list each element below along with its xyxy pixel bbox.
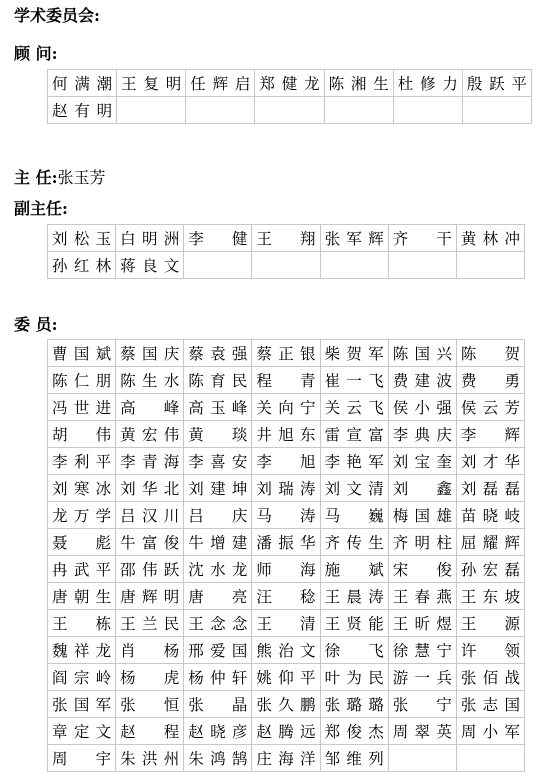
name-cell: 刘 鑫 — [388, 475, 456, 502]
table-row — [48, 70, 532, 97]
name-cell: 蒋良文 — [116, 252, 184, 279]
name-cell: 侯云芳 — [456, 394, 524, 421]
name-cell: 许 领 — [456, 637, 524, 664]
name-cell: 屈耀辉 — [456, 529, 524, 556]
name-cell: 何满潮 — [48, 70, 117, 97]
name-cell: 马 涛 — [252, 502, 320, 529]
name-cell: 张璐璐 — [320, 691, 388, 718]
name-cell: 刘宝奎 — [388, 448, 456, 475]
name-cell: 黄 琰 — [184, 421, 252, 448]
name-cell — [456, 745, 524, 772]
name-cell: 游一兵 — [388, 664, 456, 691]
name-cell: 杜修力 — [393, 70, 462, 97]
name-cell: 张久鹏 — [252, 691, 320, 718]
name-cell — [388, 252, 456, 279]
name-cell: 邢爱国 — [184, 637, 252, 664]
name-cell: 李 旭 — [252, 448, 320, 475]
name-cell: 李典庆 — [388, 421, 456, 448]
name-cell: 沈水龙 — [184, 556, 252, 583]
table-row — [48, 745, 525, 772]
name-cell: 刘建坤 — [184, 475, 252, 502]
name-cell: 梅国雄 — [388, 502, 456, 529]
name-cell: 赵腾远 — [252, 718, 320, 745]
name-cell: 阎宗岭 — [48, 664, 116, 691]
name-cell: 郑健龙 — [255, 70, 324, 97]
name-cell: 张国军 — [48, 691, 116, 718]
name-cell: 宋 俊 — [388, 556, 456, 583]
table-row — [48, 610, 525, 637]
name-cell: 冯世进 — [48, 394, 116, 421]
name-cell: 王兰民 — [116, 610, 184, 637]
name-cell: 肖 杨 — [116, 637, 184, 664]
name-cell: 关云飞 — [320, 394, 388, 421]
table-row — [48, 583, 525, 610]
director-name: 张玉芳 — [57, 168, 106, 187]
name-cell: 张志国 — [456, 691, 524, 718]
name-cell: 牛富俊 — [116, 529, 184, 556]
name-cell: 王复明 — [117, 70, 186, 97]
name-cell: 苗晓岐 — [456, 502, 524, 529]
table-row — [48, 394, 525, 421]
name-cell: 陈 贺 — [456, 340, 524, 367]
table-row — [48, 448, 525, 475]
name-cell: 马 巍 — [320, 502, 388, 529]
name-cell: 周翠英 — [388, 718, 456, 745]
name-cell: 黄林冲 — [456, 225, 524, 252]
name-cell: 蔡国庆 — [116, 340, 184, 367]
name-cell: 刘磊磊 — [456, 475, 524, 502]
name-cell: 周 宇 — [48, 745, 116, 772]
table-row — [48, 691, 525, 718]
name-cell: 熊治文 — [252, 637, 320, 664]
table-row — [48, 367, 525, 394]
name-cell: 张 晶 — [184, 691, 252, 718]
name-cell — [255, 97, 324, 124]
name-cell: 刘寒冰 — [48, 475, 116, 502]
name-cell: 唐朝生 — [48, 583, 116, 610]
name-cell: 姚仰平 — [252, 664, 320, 691]
name-cell: 唐辉明 — [116, 583, 184, 610]
name-cell: 任辉启 — [186, 70, 255, 97]
name-cell: 周小军 — [456, 718, 524, 745]
name-cell: 赵晓彦 — [184, 718, 252, 745]
name-cell: 李 辉 — [456, 421, 524, 448]
name-cell — [252, 252, 320, 279]
name-cell: 白明洲 — [116, 225, 184, 252]
name-cell: 陈仁朋 — [48, 367, 116, 394]
name-cell: 李艳军 — [320, 448, 388, 475]
members-table — [47, 339, 525, 772]
name-cell: 赵有明 — [48, 97, 117, 124]
advisors-table — [47, 69, 532, 124]
advisors-label: 顾 问: — [14, 44, 58, 63]
members-label: 委 员: — [14, 315, 58, 334]
table-row — [48, 340, 525, 367]
name-cell: 潘振华 — [252, 529, 320, 556]
name-cell: 邹维列 — [320, 745, 388, 772]
name-cell: 费建波 — [388, 367, 456, 394]
name-cell: 齐 干 — [388, 225, 456, 252]
name-cell: 叶为民 — [320, 664, 388, 691]
name-cell — [388, 745, 456, 772]
table-row — [48, 556, 525, 583]
name-cell: 王 源 — [456, 610, 524, 637]
table-row — [48, 637, 525, 664]
name-cell: 刘华北 — [116, 475, 184, 502]
name-cell: 李利平 — [48, 448, 116, 475]
name-cell — [462, 97, 531, 124]
name-cell: 孙宏磊 — [456, 556, 524, 583]
name-cell: 王春燕 — [388, 583, 456, 610]
name-cell: 杨仲轩 — [184, 664, 252, 691]
name-cell: 雷宣富 — [320, 421, 388, 448]
name-cell: 张 恒 — [116, 691, 184, 718]
name-cell — [393, 97, 462, 124]
table-row — [48, 718, 525, 745]
name-cell: 王 翔 — [252, 225, 320, 252]
name-cell: 程 青 — [252, 367, 320, 394]
name-cell — [117, 97, 186, 124]
name-cell: 胡 伟 — [48, 421, 116, 448]
name-cell: 徐慧宁 — [388, 637, 456, 664]
name-cell: 殷跃平 — [462, 70, 531, 97]
name-cell: 王念念 — [184, 610, 252, 637]
name-cell: 赵 程 — [116, 718, 184, 745]
table-row — [48, 421, 525, 448]
name-cell: 李喜安 — [184, 448, 252, 475]
name-cell: 高玉峰 — [184, 394, 252, 421]
name-cell: 王 清 — [252, 610, 320, 637]
name-cell: 陈育民 — [184, 367, 252, 394]
name-cell: 聂 彪 — [48, 529, 116, 556]
name-cell: 陈生水 — [116, 367, 184, 394]
name-cell — [184, 252, 252, 279]
name-cell: 井旭东 — [252, 421, 320, 448]
director-line — [14, 168, 106, 188]
name-cell: 王昕煜 — [388, 610, 456, 637]
name-cell: 柴贺军 — [320, 340, 388, 367]
name-cell: 刘瑞涛 — [252, 475, 320, 502]
table-row — [48, 225, 525, 252]
name-cell: 费 勇 — [456, 367, 524, 394]
name-cell: 齐传生 — [320, 529, 388, 556]
director-label: 主 任: — [14, 168, 58, 187]
name-cell: 陈国兴 — [388, 340, 456, 367]
name-cell: 师 海 — [252, 556, 320, 583]
name-cell: 侯小强 — [388, 394, 456, 421]
name-cell: 吕汉川 — [116, 502, 184, 529]
name-cell: 牛增建 — [184, 529, 252, 556]
name-cell: 陈湘生 — [324, 70, 393, 97]
name-cell: 王贤能 — [320, 610, 388, 637]
table-row — [48, 664, 525, 691]
name-cell: 刘文清 — [320, 475, 388, 502]
table-row — [48, 252, 525, 279]
name-cell: 庄海洋 — [252, 745, 320, 772]
name-cell: 曹国斌 — [48, 340, 116, 367]
name-cell: 崔一飞 — [320, 367, 388, 394]
table-row — [48, 502, 525, 529]
name-cell: 黄宏伟 — [116, 421, 184, 448]
name-cell: 唐 亮 — [184, 583, 252, 610]
committee-title: 学术委员会: — [14, 6, 100, 25]
name-cell: 李青海 — [116, 448, 184, 475]
name-cell: 刘才华 — [456, 448, 524, 475]
name-cell: 王晨涛 — [320, 583, 388, 610]
table-row — [48, 97, 532, 124]
name-cell: 张 宁 — [388, 691, 456, 718]
vice-directors-table — [47, 224, 525, 279]
name-cell: 汪 稔 — [252, 583, 320, 610]
name-cell: 朱鸿鹄 — [184, 745, 252, 772]
name-cell — [324, 97, 393, 124]
name-cell — [320, 252, 388, 279]
name-cell — [456, 252, 524, 279]
name-cell: 章定文 — [48, 718, 116, 745]
name-cell: 蔡袁强 — [184, 340, 252, 367]
name-cell: 邵伟跃 — [116, 556, 184, 583]
name-cell: 刘松玉 — [48, 225, 116, 252]
name-cell: 高 峰 — [116, 394, 184, 421]
name-cell: 张佰战 — [456, 664, 524, 691]
name-cell: 冉武平 — [48, 556, 116, 583]
name-cell: 魏祥龙 — [48, 637, 116, 664]
name-cell — [186, 97, 255, 124]
name-cell: 王东坡 — [456, 583, 524, 610]
name-cell: 杨 虎 — [116, 664, 184, 691]
name-cell: 徐 飞 — [320, 637, 388, 664]
name-cell: 施 斌 — [320, 556, 388, 583]
name-cell: 朱洪州 — [116, 745, 184, 772]
name-cell: 蔡正银 — [252, 340, 320, 367]
name-cell: 关向宁 — [252, 394, 320, 421]
name-cell: 孙红林 — [48, 252, 116, 279]
name-cell: 张军辉 — [320, 225, 388, 252]
table-row — [48, 529, 525, 556]
table-row — [48, 475, 525, 502]
name-cell: 李 健 — [184, 225, 252, 252]
name-cell: 龙万学 — [48, 502, 116, 529]
name-cell: 郑俊杰 — [320, 718, 388, 745]
name-cell: 吕 庆 — [184, 502, 252, 529]
vice-directors-label: 副主任: — [14, 199, 68, 218]
name-cell: 齐明柱 — [388, 529, 456, 556]
name-cell: 王 栋 — [48, 610, 116, 637]
